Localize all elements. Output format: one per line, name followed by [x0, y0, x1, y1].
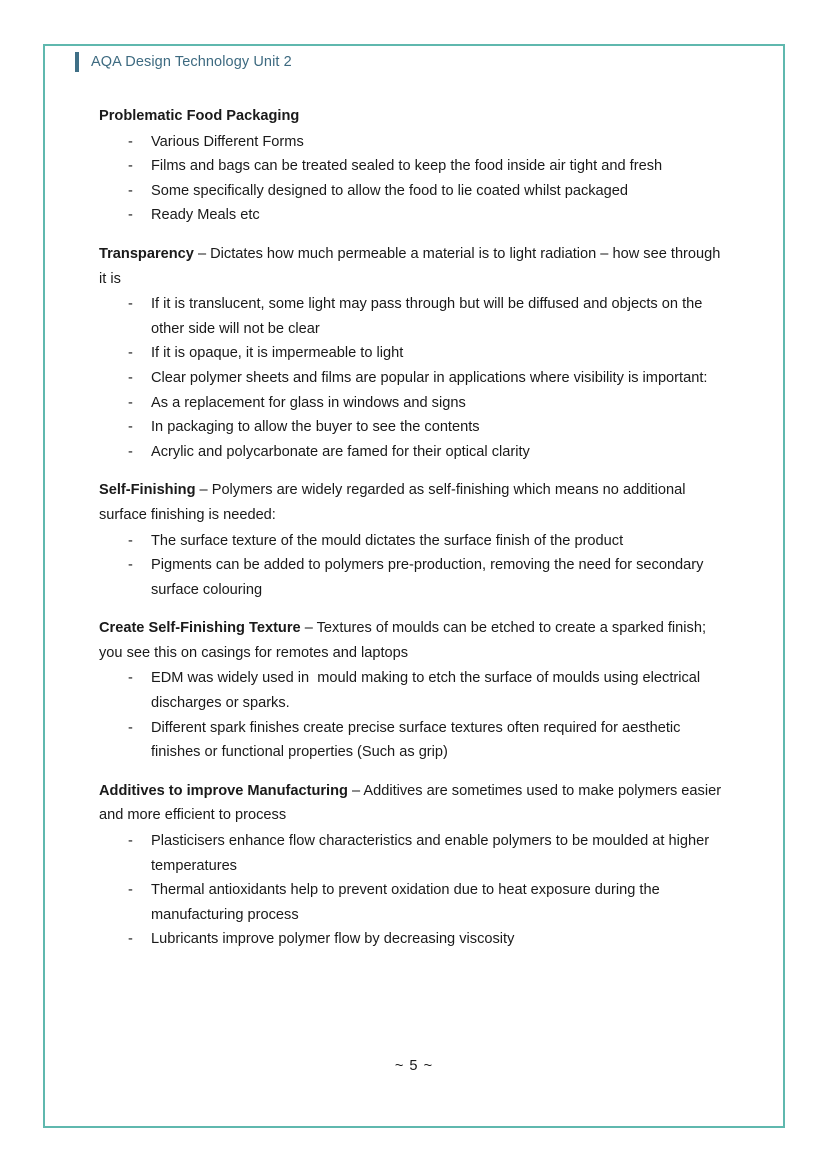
list-item: [99, 716, 729, 765]
section-heading-description: – Additives are sometimes used to make polymers easier and more efficient to process: [99, 782, 722, 824]
list-item-text: Pigments can be added to polymers pre-production, removing the need for secondary surface colouring: [151, 557, 708, 598]
list-item-text: Lubricants improve polymer flow by decreasing viscosity: [151, 931, 515, 948]
content-section: [99, 104, 729, 228]
bullet-dash-icon: -: [128, 719, 133, 736]
section-heading-description: – Polymers are widely regarded as self-finishing which means no additional surface finishing is needed:: [99, 482, 686, 523]
section-heading: [99, 478, 729, 527]
content-section: [99, 779, 729, 952]
list-item: [99, 440, 729, 465]
list-item-text: Ready Meals etc: [151, 207, 260, 224]
header-accent-bar-icon: [75, 52, 79, 72]
list-item-text: Various Different Forms: [151, 133, 304, 150]
section-heading-term: Transparency: [99, 245, 194, 262]
bullet-dash-icon: -: [128, 882, 133, 899]
list-item: [99, 927, 729, 952]
bullet-dash-icon: -: [128, 419, 133, 436]
bullet-dash-icon: -: [128, 394, 133, 411]
document-body: [99, 104, 729, 952]
bullet-list: [99, 292, 729, 464]
document-page: [43, 44, 785, 1128]
list-item-text: EDM was widely used in mould making to etch the surface of moulds using electrical discharges or sparks.: [151, 670, 705, 712]
list-item: [99, 529, 729, 554]
list-item-text: Acrylic and polycarbonate are famed for their optical clarity: [151, 443, 530, 460]
list-item-text: In packaging to allow the buyer to see the contents: [151, 419, 480, 436]
bullet-dash-icon: -: [128, 532, 133, 549]
list-item: [99, 366, 729, 391]
bullet-dash-icon: -: [128, 931, 133, 948]
bullet-dash-icon: -: [128, 296, 133, 313]
list-item: [99, 553, 729, 602]
bullet-list: [99, 666, 729, 764]
section-heading: [99, 779, 729, 828]
page-number-footer: ~ 5 ~: [394, 1058, 434, 1074]
list-item: [99, 878, 729, 927]
bullet-dash-icon: -: [128, 557, 133, 574]
section-heading-term: Create Self-Finishing Texture: [99, 620, 301, 637]
document-header: [75, 52, 292, 72]
list-item-text: Clear polymer sheets and films are popular in applications where visibility is important:: [151, 369, 708, 386]
list-item: [99, 292, 729, 341]
list-item-text: Thermal antioxidants help to prevent oxidation due to heat exposure during the manufacturing process: [151, 882, 664, 923]
list-item-text: As a replacement for glass in windows and signs: [151, 394, 466, 411]
bullet-dash-icon: -: [128, 670, 133, 687]
section-heading-term: Additives to improve Manufacturing: [99, 782, 348, 799]
list-item-text: If it is opaque, it is impermeable to light: [151, 345, 404, 362]
content-section: [99, 616, 729, 765]
bullet-dash-icon: -: [128, 833, 133, 850]
list-item: [99, 341, 729, 366]
bullet-dash-icon: -: [128, 133, 133, 150]
list-item-text: The surface texture of the mould dictates the surface finish of the product: [151, 532, 624, 549]
list-item-text: Films and bags can be treated sealed to keep the food inside air tight and fresh: [151, 158, 663, 175]
list-item-text: If it is translucent, some light may pass through but will be diffused and objects on the other side will not be clear: [151, 296, 707, 337]
bullet-dash-icon: -: [128, 158, 133, 175]
list-item: [99, 203, 729, 228]
section-heading-term: Self-Finishing: [99, 482, 196, 499]
bullet-dash-icon: -: [128, 443, 133, 460]
list-item: [99, 154, 729, 179]
list-item: [99, 179, 729, 204]
section-heading: [99, 242, 729, 291]
content-section: [99, 242, 729, 464]
section-heading: [99, 616, 729, 665]
list-item-text: Different spark finishes create precise surface textures often required for aesthetic finishes or functional properties (Such as grip): [151, 719, 685, 761]
list-item: [99, 391, 729, 416]
bullet-dash-icon: -: [128, 369, 133, 386]
bullet-dash-icon: -: [128, 345, 133, 362]
section-heading-term: Problematic Food Packaging: [99, 108, 300, 124]
bullet-list: [99, 829, 729, 952]
list-item: [99, 666, 729, 715]
bullet-dash-icon: -: [128, 182, 133, 199]
bullet-dash-icon: -: [128, 207, 133, 224]
section-heading: [99, 104, 729, 129]
list-item: [99, 130, 729, 155]
list-item-text: Plasticisers enhance flow characteristics and enable polymers to be moulded at higher temperatures: [151, 833, 714, 874]
bullet-list: [99, 529, 729, 603]
section-heading-description: – Textures of moulds can be etched to create a sparked finish; you see this on casings for remotes and laptops: [99, 620, 707, 661]
page-title: AQA Design Technology Unit 2: [91, 54, 292, 70]
list-item-text: Some specifically designed to allow the food to lie coated whilst packaged: [151, 182, 629, 199]
list-item: [99, 829, 729, 878]
content-section: [99, 478, 729, 602]
section-heading-description: – Dictates how much permeable a material is to light radiation – how see through it is: [99, 245, 721, 287]
list-item: [99, 415, 729, 440]
bullet-list: [99, 130, 729, 228]
